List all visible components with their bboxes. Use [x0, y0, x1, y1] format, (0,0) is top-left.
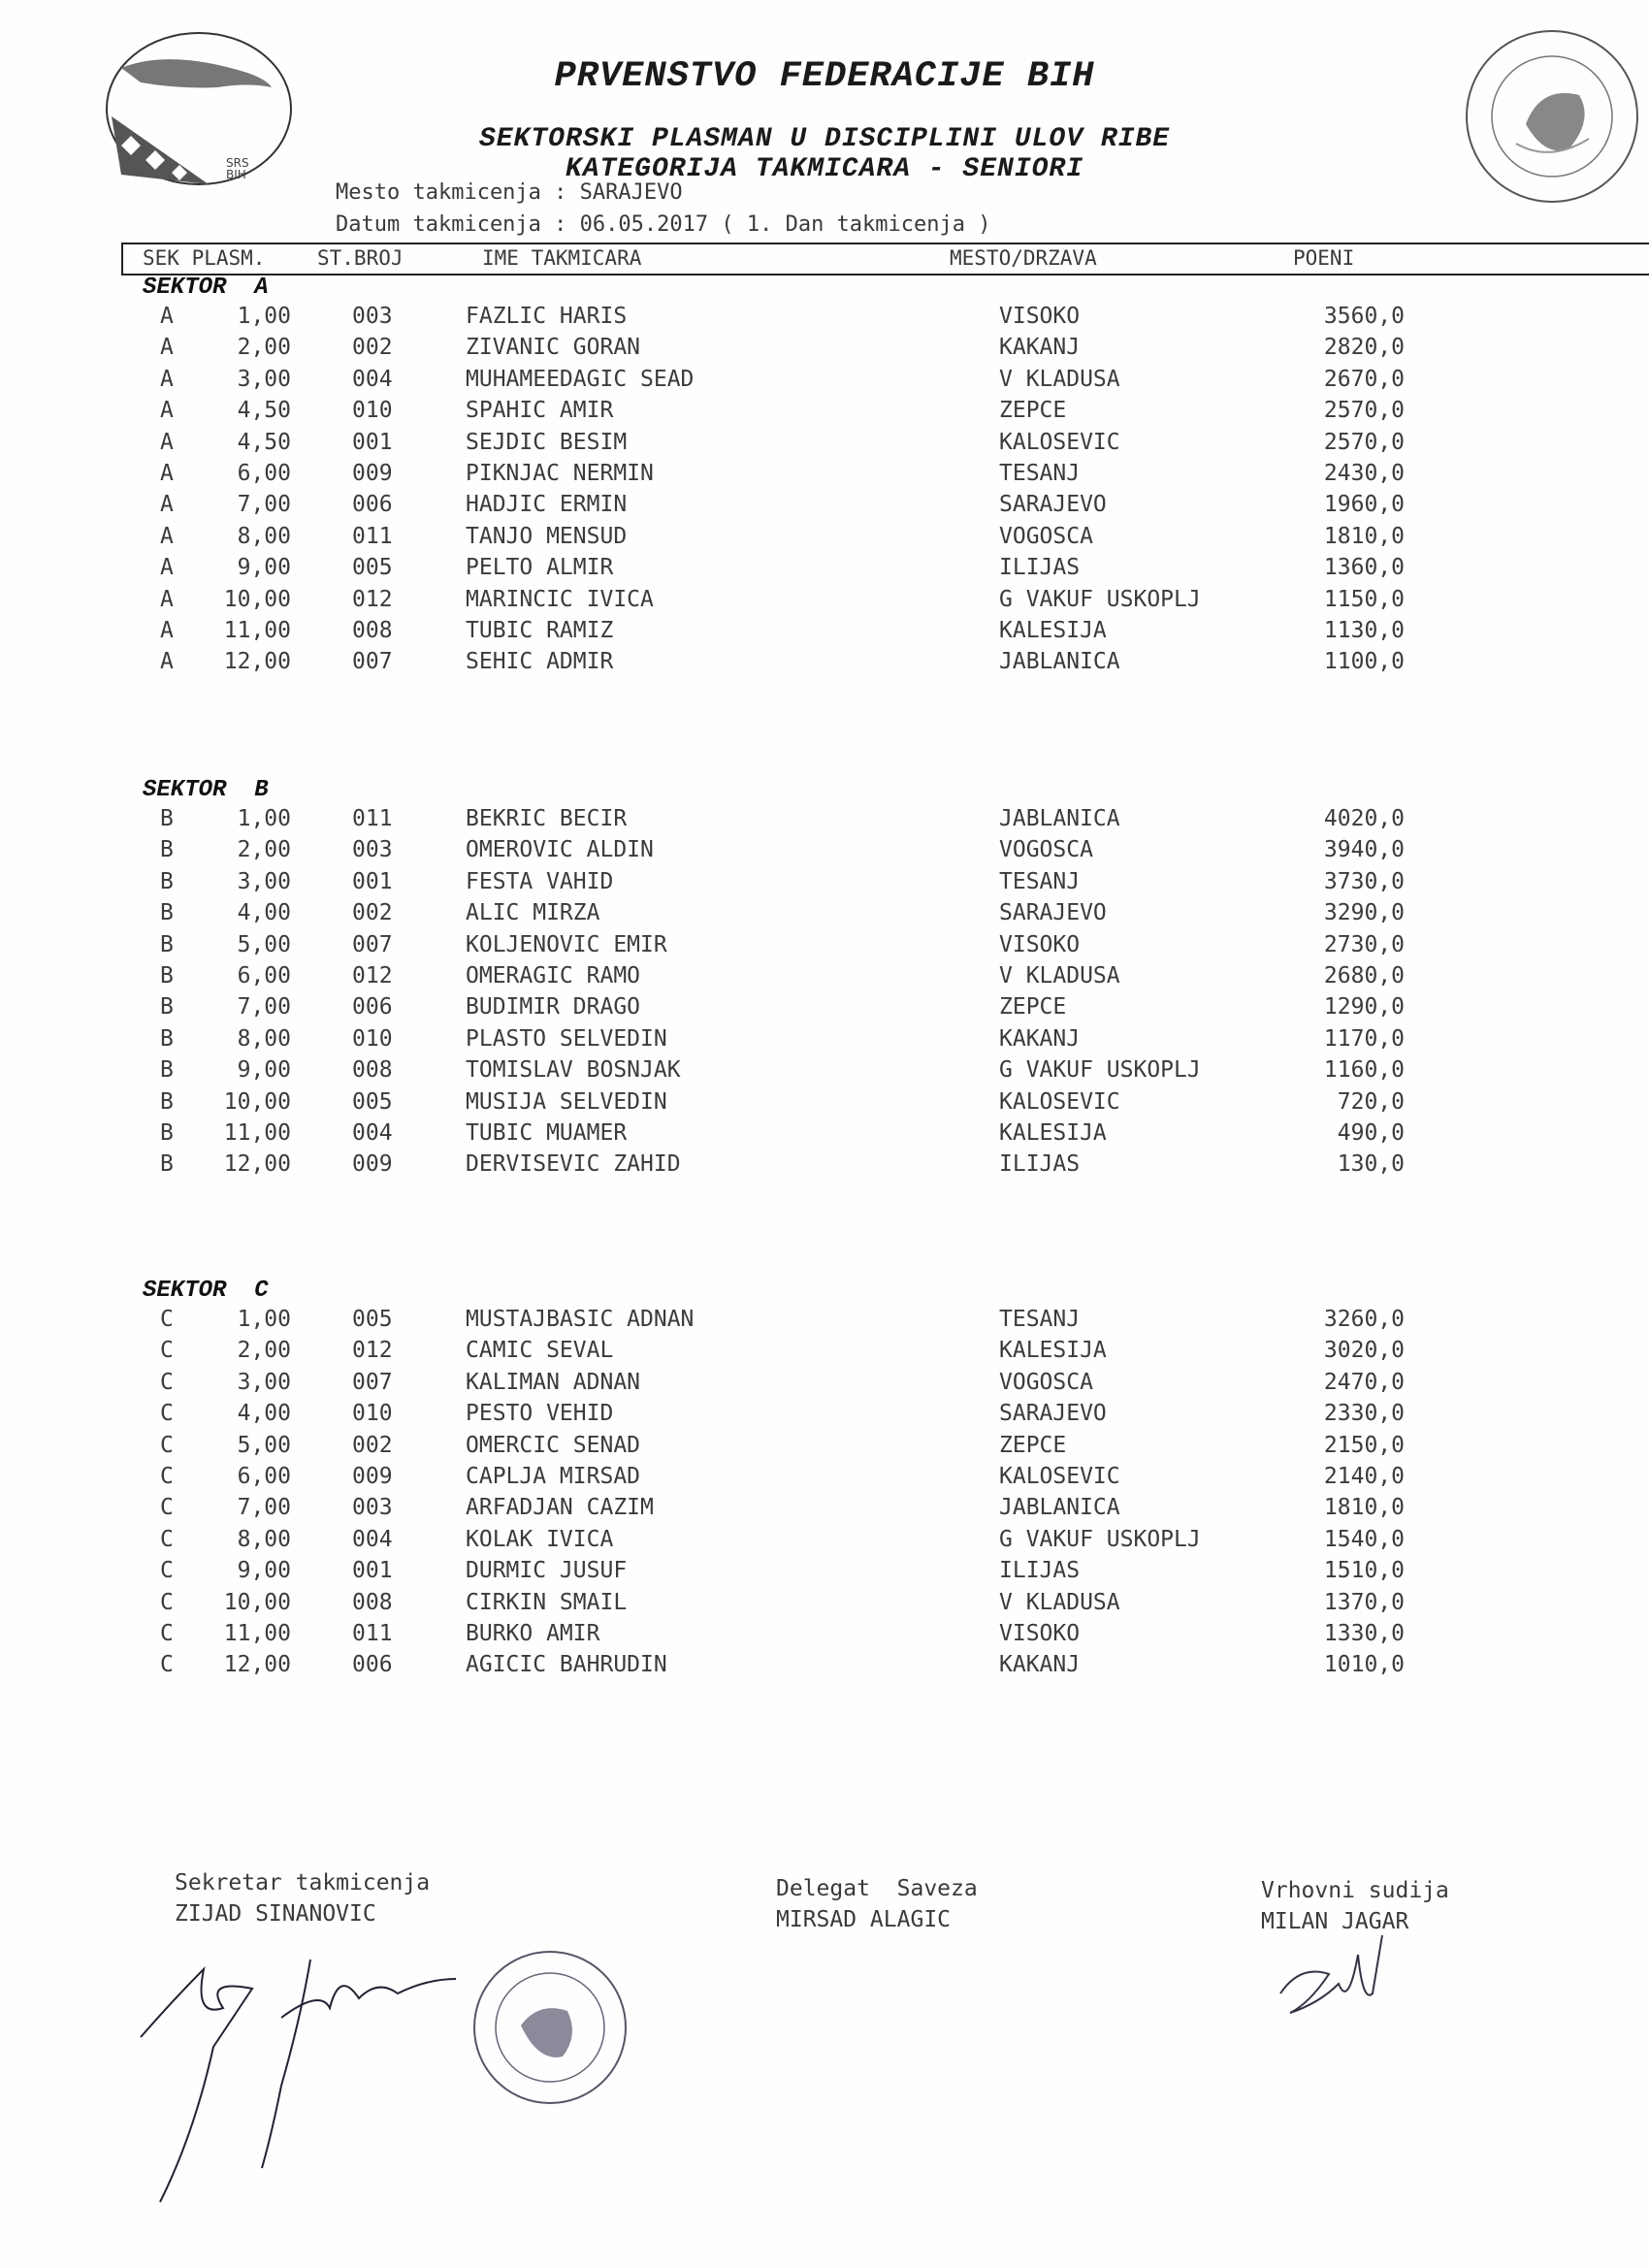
table-row [0, 1370, 1649, 1401]
table-row [0, 1089, 1649, 1120]
sector-code: C [160, 1589, 174, 1615]
points: 2570,0 [1323, 398, 1405, 424]
points: 1130,0 [1323, 618, 1405, 643]
sector-code: C [160, 1432, 174, 1458]
start-number: 008 [352, 1589, 393, 1615]
start-number: 005 [352, 1088, 393, 1115]
start-number: 001 [352, 1558, 393, 1584]
placement: 6,00 [237, 963, 291, 988]
placement: 7,00 [237, 994, 291, 1021]
category-subtitle: KATEGORIJA TAKMICARA - SENIORI [565, 154, 1084, 184]
points: 2820,0 [1323, 335, 1405, 361]
competitor-name: BURKO AMIR [466, 1621, 600, 1646]
venue-line: Mesto takmicenja : SARAJEVO [336, 180, 683, 205]
placement: 4,00 [237, 900, 291, 926]
placement: 8,00 [237, 523, 291, 549]
document-subtitle: SEKTORSKI PLASMAN U DISCIPLINI ULOV RIBE [478, 124, 1171, 154]
competitor-place: SARAJEVO [999, 492, 1107, 518]
sector-code: A [160, 461, 174, 486]
competitor-place: ILIJAS [999, 555, 1081, 581]
sector-code: A [160, 618, 174, 643]
competitor-name: CAPLJA MIRSAD [466, 1464, 641, 1489]
table-row [0, 1433, 1649, 1464]
points: 2150,0 [1323, 1432, 1405, 1458]
points: 2680,0 [1323, 963, 1405, 988]
sector-code: A [160, 304, 174, 329]
points: 1810,0 [1323, 523, 1405, 549]
placement: 8,00 [237, 1526, 291, 1552]
competitor-place: G VAKUF USKOPLJ [999, 586, 1201, 612]
start-number: 011 [352, 1621, 393, 1646]
placement: 10,00 [223, 1589, 291, 1615]
table-row [0, 1464, 1649, 1495]
competitor-place: KAKANJ [999, 1652, 1081, 1678]
sector-code: B [160, 963, 174, 988]
competitor-place: V KLADUSA [999, 1589, 1120, 1615]
placement: 7,00 [237, 492, 291, 518]
competitor-place: ZEPCE [999, 398, 1067, 424]
sector-code: C [160, 1401, 174, 1427]
competitor-place: TESANJ [999, 461, 1081, 486]
start-number: 007 [352, 1369, 393, 1395]
points: 3730,0 [1323, 868, 1405, 894]
competitor-name: TANJO MENSUD [466, 523, 628, 549]
sector-code: B [160, 900, 174, 926]
table-row [0, 430, 1649, 461]
sector-code: A [160, 523, 174, 549]
table-row [0, 524, 1649, 555]
competitor-place: KALOSEVIC [999, 1088, 1120, 1115]
competitor-place: KALESIJA [999, 618, 1107, 643]
competitor-place: JABLANICA [999, 806, 1120, 831]
competitor-name: PIKNJAC NERMIN [466, 461, 654, 486]
sector-code: C [160, 1526, 174, 1552]
placement: 3,00 [237, 1369, 291, 1395]
points: 3940,0 [1323, 837, 1405, 863]
competitor-name: MARINCIC IVICA [466, 586, 654, 612]
table-row [0, 869, 1649, 900]
table-row [0, 963, 1649, 994]
document-title: PRVENSTVO FEDERACIJE BIH [554, 56, 1095, 97]
start-number: 004 [352, 1120, 393, 1146]
placement: 11,00 [223, 1120, 291, 1146]
sector-code: A [160, 492, 174, 518]
competitor-place: ILIJAS [999, 1151, 1081, 1178]
placement: 9,00 [237, 555, 291, 581]
competitor-name: CAMIC SEVAL [466, 1338, 614, 1364]
placement: 12,00 [223, 1151, 291, 1178]
competitor-name: OMERCIC SENAD [466, 1432, 641, 1458]
competitor-name: MUSTAJBASIC ADNAN [466, 1307, 695, 1332]
sector-code: B [160, 837, 174, 863]
sector-code: B [160, 1088, 174, 1115]
start-number: 007 [352, 649, 393, 675]
competitor-place: JABLANICA [999, 1495, 1120, 1521]
sector-code: C [160, 1652, 174, 1678]
date-line: Datum takmicenja : 06.05.2017 ( 1. Dan takmicenja ) [336, 212, 991, 237]
competitor-name: SEHIC ADMIR [466, 649, 614, 675]
table-row [0, 1652, 1649, 1683]
sector-code: B [160, 931, 174, 957]
points: 1510,0 [1323, 1558, 1405, 1584]
competitor-place: KAKANJ [999, 335, 1081, 361]
competitor-name: BUDIMIR DRAGO [466, 994, 641, 1021]
points: 2570,0 [1323, 429, 1405, 455]
competitor-place: KALOSEVIC [999, 429, 1120, 455]
col-name: IME TAKMICARA [482, 246, 642, 270]
judge-signature [1261, 1916, 1436, 2032]
points: 2470,0 [1323, 1369, 1405, 1395]
table-row [0, 1057, 1649, 1088]
table-row [0, 1151, 1649, 1183]
sector-code: A [160, 366, 174, 392]
table-row [0, 1338, 1649, 1369]
start-number: 005 [352, 555, 393, 581]
sector-code: C [160, 1369, 174, 1395]
placement: 6,00 [237, 1464, 291, 1489]
placement: 5,00 [237, 931, 291, 957]
table-row [0, 1120, 1649, 1151]
points: 2730,0 [1323, 931, 1405, 957]
competitor-name: PLASTO SELVEDIN [466, 1025, 667, 1052]
points: 720,0 [1337, 1088, 1405, 1115]
start-number: 010 [352, 398, 393, 424]
competitor-place: KAKANJ [999, 1025, 1081, 1052]
sector-code: C [160, 1338, 174, 1364]
table-row [0, 461, 1649, 492]
competitor-name: DURMIC JUSUF [466, 1558, 628, 1584]
start-number: 012 [352, 963, 393, 988]
table-row [0, 994, 1649, 1025]
points: 1170,0 [1323, 1025, 1405, 1052]
start-number: 011 [352, 523, 393, 549]
placement: 4,50 [237, 429, 291, 455]
start-number: 008 [352, 1057, 393, 1084]
sector-code: A [160, 586, 174, 612]
competitor-name: FESTA VAHID [466, 868, 614, 894]
column-header-row [121, 243, 1649, 275]
competitor-name: TUBIC MUAMER [466, 1120, 628, 1146]
placement: 11,00 [223, 1621, 291, 1646]
placement: 4,00 [237, 1401, 291, 1427]
start-number: 004 [352, 1526, 393, 1552]
placement: 9,00 [237, 1057, 291, 1084]
sector-title: SEKTOR C [143, 1278, 269, 1304]
sector-code: C [160, 1495, 174, 1521]
placement: 1,00 [237, 806, 291, 831]
sector-code: B [160, 868, 174, 894]
sector-code: A [160, 555, 174, 581]
sector-code: A [160, 429, 174, 455]
svg-text:BIH: BIH [226, 168, 246, 181]
points: 1540,0 [1323, 1526, 1405, 1552]
table-row [0, 1026, 1649, 1057]
points: 1150,0 [1323, 586, 1405, 612]
judge-role: Vrhovni sudija [1261, 1878, 1449, 1903]
placement: 9,00 [237, 1558, 291, 1584]
competitor-place: VOGOSCA [999, 1369, 1093, 1395]
sector-code: C [160, 1464, 174, 1489]
points: 1010,0 [1323, 1652, 1405, 1678]
competitor-name: TOMISLAV BOSNJAK [466, 1057, 681, 1084]
table-row [0, 398, 1649, 429]
competitor-name: PELTO ALMIR [466, 555, 614, 581]
competitor-place: VOGOSCA [999, 523, 1093, 549]
table-row [0, 367, 1649, 398]
sector-code: A [160, 335, 174, 361]
competitor-place: SARAJEVO [999, 1401, 1107, 1427]
competitor-name: PESTO VEHID [466, 1401, 614, 1427]
competitor-name: FAZLIC HARIS [466, 304, 628, 329]
start-number: 009 [352, 461, 393, 486]
sector-code: C [160, 1307, 174, 1332]
competitor-place: ZEPCE [999, 994, 1067, 1021]
competitor-place: V KLADUSA [999, 963, 1120, 988]
start-number: 006 [352, 492, 393, 518]
table-row [0, 837, 1649, 868]
placement: 2,00 [237, 837, 291, 863]
sector-title: SEKTOR A [143, 275, 269, 301]
points: 4020,0 [1323, 806, 1405, 831]
start-number: 002 [352, 900, 393, 926]
col-place: MESTO/DRZAVA [950, 246, 1097, 270]
competitor-place: VISOKO [999, 1621, 1081, 1646]
secretary-name: ZIJAD SINANOVIC [175, 1901, 376, 1927]
sector-title: SEKTOR B [143, 777, 269, 803]
start-number: 002 [352, 1432, 393, 1458]
start-number: 001 [352, 429, 393, 455]
competitor-name: OMERAGIC RAMO [466, 963, 641, 988]
competitor-name: SPAHIC AMIR [466, 398, 614, 424]
placement: 1,00 [237, 304, 291, 329]
competitor-name: KOLAK IVICA [466, 1526, 614, 1552]
sector-code: B [160, 994, 174, 1021]
start-number: 010 [352, 1025, 393, 1052]
table-row [0, 1558, 1649, 1589]
competitor-place: V KLADUSA [999, 366, 1120, 392]
table-row [0, 900, 1649, 931]
start-number: 010 [352, 1401, 393, 1427]
points: 1290,0 [1323, 994, 1405, 1021]
points: 2330,0 [1323, 1401, 1405, 1427]
start-number: 003 [352, 837, 393, 863]
start-number: 012 [352, 586, 393, 612]
start-number: 009 [352, 1151, 393, 1178]
table-row [0, 1307, 1649, 1338]
table-row [0, 1527, 1649, 1558]
points: 1160,0 [1323, 1057, 1405, 1084]
points: 1360,0 [1323, 555, 1405, 581]
sector-code: B [160, 1057, 174, 1084]
points: 2670,0 [1323, 366, 1405, 392]
start-number: 012 [352, 1338, 393, 1364]
points: 490,0 [1337, 1120, 1405, 1146]
table-row [0, 304, 1649, 335]
delegate-role: Delegat Saveza [776, 1876, 978, 1901]
table-row [0, 492, 1649, 523]
competitor-place: KALESIJA [999, 1338, 1107, 1364]
competitor-place: ZEPCE [999, 1432, 1067, 1458]
placement: 10,00 [223, 1088, 291, 1115]
competitor-place: VISOKO [999, 304, 1081, 329]
secretary-signature [136, 1940, 466, 2212]
sector-code: B [160, 1151, 174, 1178]
sector-code: B [160, 1025, 174, 1052]
col-sek-plasm: SEK PLASM. [143, 246, 266, 270]
competitor-name: KOLJENOVIC EMIR [466, 931, 667, 957]
table-row [0, 555, 1649, 586]
points: 1330,0 [1323, 1621, 1405, 1646]
start-number: 001 [352, 868, 393, 894]
competitor-place: KALESIJA [999, 1120, 1107, 1146]
placement: 11,00 [223, 618, 291, 643]
placement: 12,00 [223, 1652, 291, 1678]
table-row [0, 1495, 1649, 1526]
points: 3560,0 [1323, 304, 1405, 329]
start-number: 008 [352, 618, 393, 643]
competitor-place: ILIJAS [999, 1558, 1081, 1584]
points: 1100,0 [1323, 649, 1405, 675]
competitor-name: TUBIC RAMIZ [466, 618, 614, 643]
table-row [0, 649, 1649, 680]
start-number: 006 [352, 994, 393, 1021]
points: 2430,0 [1323, 461, 1405, 486]
sector-code: A [160, 398, 174, 424]
competitor-name: DERVISEVIC ZAHID [466, 1151, 681, 1178]
points: 2140,0 [1323, 1464, 1405, 1489]
start-number: 006 [352, 1652, 393, 1678]
start-number: 004 [352, 366, 393, 392]
start-number: 003 [352, 1495, 393, 1521]
placement: 6,00 [237, 461, 291, 486]
competitor-place: TESANJ [999, 1307, 1081, 1332]
competitor-name: SEJDIC BESIM [466, 429, 628, 455]
placement: 12,00 [223, 649, 291, 675]
table-row [0, 1590, 1649, 1621]
sector-code: C [160, 1621, 174, 1646]
sector-code: B [160, 1120, 174, 1146]
sector-code: B [160, 806, 174, 831]
competitor-place: VOGOSCA [999, 837, 1093, 863]
competitor-name: ALIC MIRZA [466, 900, 600, 926]
official-stamp [470, 1948, 630, 2108]
competitor-place: G VAKUF USKOPLJ [999, 1526, 1201, 1552]
placement: 5,00 [237, 1432, 291, 1458]
placement: 3,00 [237, 868, 291, 894]
start-number: 005 [352, 1307, 393, 1332]
sector-code: C [160, 1558, 174, 1584]
table-row [0, 806, 1649, 837]
competitor-name: AGICIC BAHRUDIN [466, 1652, 667, 1678]
competitor-name: ARFADJAN CAZIM [466, 1495, 654, 1521]
start-number: 007 [352, 931, 393, 957]
competitor-name: OMEROVIC ALDIN [466, 837, 654, 863]
table-row [0, 587, 1649, 618]
competitor-name: ZIVANIC GORAN [466, 335, 641, 361]
competitor-place: KALOSEVIC [999, 1464, 1120, 1489]
start-number: 003 [352, 304, 393, 329]
points: 1960,0 [1323, 492, 1405, 518]
competitor-place: VISOKO [999, 931, 1081, 957]
sector-code: A [160, 649, 174, 675]
placement: 2,00 [237, 1338, 291, 1364]
competitor-place: TESANJ [999, 868, 1081, 894]
points: 3260,0 [1323, 1307, 1405, 1332]
start-number: 011 [352, 806, 393, 831]
competitor-name: MUSIJA SELVEDIN [466, 1088, 667, 1115]
placement: 8,00 [237, 1025, 291, 1052]
placement: 3,00 [237, 366, 291, 392]
placement: 7,00 [237, 1495, 291, 1521]
judge-name: MILAN JAGAR [1261, 1909, 1409, 1934]
placement: 1,00 [237, 1307, 291, 1332]
points: 130,0 [1337, 1151, 1405, 1178]
competitor-name: CIRKIN SMAIL [466, 1589, 628, 1615]
col-points: POENI [1293, 246, 1355, 270]
points: 1370,0 [1323, 1589, 1405, 1615]
placement: 4,50 [237, 398, 291, 424]
delegate-name: MIRSAD ALAGIC [776, 1907, 952, 1932]
competitor-name: BEKRIC BECIR [466, 806, 628, 831]
start-number: 009 [352, 1464, 393, 1489]
points: 3020,0 [1323, 1338, 1405, 1364]
competitor-place: JABLANICA [999, 649, 1120, 675]
secretary-role: Sekretar takmicenja [175, 1870, 431, 1895]
competitor-name: HADJIC ERMIN [466, 492, 628, 518]
table-row [0, 1401, 1649, 1432]
svg-text:SRS: SRS [226, 156, 249, 170]
competitor-place: G VAKUF USKOPLJ [999, 1057, 1201, 1084]
table-row [0, 932, 1649, 963]
placement: 10,00 [223, 586, 291, 612]
points: 1810,0 [1323, 1495, 1405, 1521]
start-number: 002 [352, 335, 393, 361]
table-row [0, 1621, 1649, 1652]
col-st-broj: ST.BROJ [317, 246, 404, 270]
table-row [0, 618, 1649, 649]
competitor-name: MUHAMEEDAGIC SEAD [466, 366, 695, 392]
competitor-place: SARAJEVO [999, 900, 1107, 926]
points: 3290,0 [1323, 900, 1405, 926]
competitor-name: KALIMAN ADNAN [466, 1369, 641, 1395]
placement: 2,00 [237, 335, 291, 361]
table-row [0, 335, 1649, 366]
